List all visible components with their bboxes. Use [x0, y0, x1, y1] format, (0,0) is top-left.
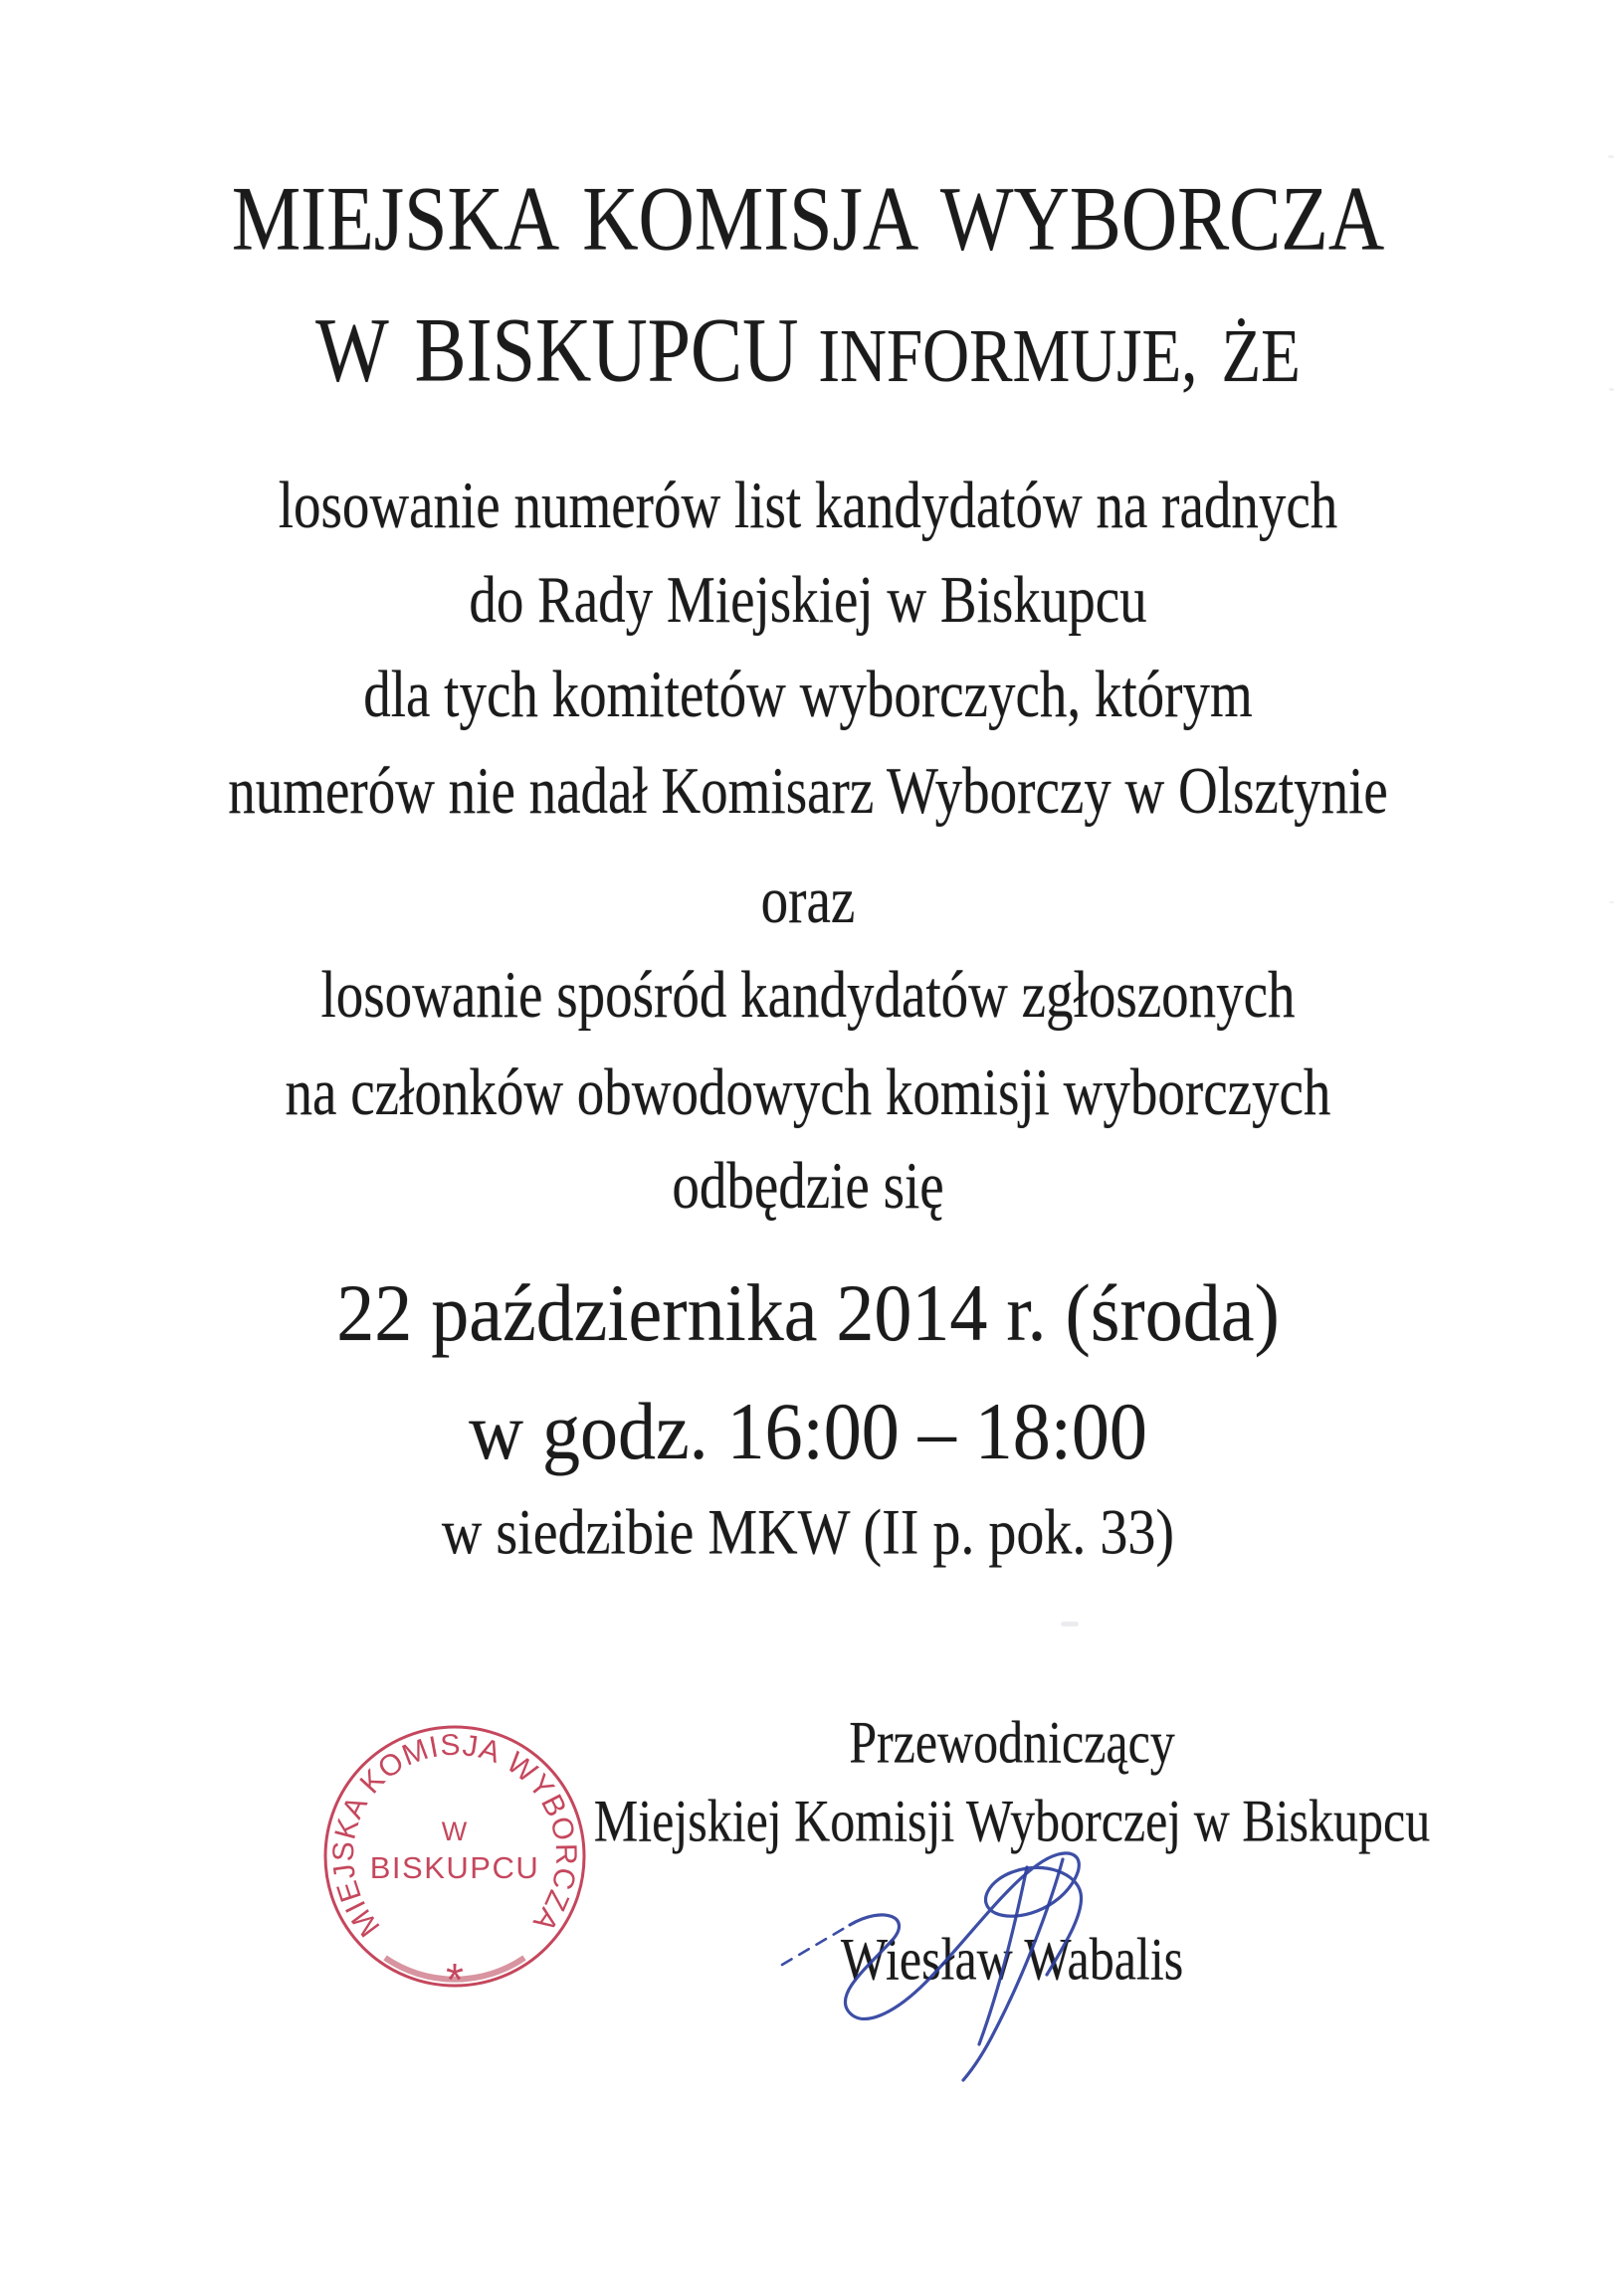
connector-line: [0, 862, 1616, 937]
body-line-2-text: do Rady Miejskiej w Biskupcu: [469, 562, 1147, 637]
signature-name-text: Wiesław Wabalis: [840, 1925, 1184, 1993]
scan-smudge-artifact: [1061, 1622, 1079, 1626]
body-line-2: [0, 562, 1616, 637]
connector-text: oraz: [760, 862, 856, 937]
stamp-bottom-symbol: *: [446, 1954, 464, 1992]
event-date-line: [0, 1267, 1616, 1359]
stamp-center-line2: BISKUPCU: [369, 1850, 540, 1885]
event-place-text: w siedzibie MKW (II p. pok. 33): [441, 1497, 1175, 1569]
body-line-1: [0, 468, 1616, 542]
event-time-text: w godz. 16:00 – 18:00: [469, 1386, 1147, 1477]
body2-line-3: [0, 1148, 1616, 1223]
notice-title-line1: [0, 167, 1616, 270]
signature-leadin-dashes: [782, 1925, 850, 1965]
event-date-text: 22 października 2014 r. (środa): [336, 1267, 1280, 1359]
body2-line-1: [0, 957, 1616, 1032]
handwritten-signature: [766, 1825, 1164, 2094]
signature-descender-1: [963, 1859, 1063, 2080]
scan-edge-speck-1: [1608, 155, 1614, 158]
event-place-line: [0, 1497, 1616, 1569]
notice-title-line2-part2: INFORMUJE, ŻE: [818, 313, 1301, 399]
body-line-3-text: dla tych komitetów wyborczych, którym: [363, 657, 1253, 731]
body2-line-2: [0, 1054, 1616, 1129]
event-time-line: [0, 1386, 1616, 1477]
signature-role1-text: Przewodniczący: [849, 1708, 1175, 1776]
notice-title-line2: [0, 298, 1616, 401]
stamp-center-line1: W: [441, 1817, 469, 1846]
notice-title-line1-text: MIEJSKA KOMISJA WYBORCZA: [231, 167, 1385, 270]
signature-main-flourish: [845, 1853, 1081, 2019]
body2-line-1-text: losowanie spośród kandydatów zgłoszonych: [320, 957, 1296, 1032]
body2-line-3-text: odbędzie się: [672, 1148, 944, 1223]
body2-line-2-text: na członków obwodowych komisji wyborczych: [285, 1054, 1331, 1129]
notice-title-line2-part1: W BISKUPCU: [315, 298, 799, 401]
stamp-ring-text: MIEJSKA KOMISJA WYBORCZA: [326, 1728, 583, 1943]
signature-role2-text: Miejskiej Komisji Wyborczej w Biskupcu: [593, 1787, 1431, 1854]
body-line-4-text: numerów nie nadał Komisarz Wyborczy w Olsztynie: [228, 753, 1388, 828]
body-line-1-text: losowanie numerów list kandydatów na radnych: [278, 468, 1338, 542]
body-line-4: [0, 753, 1616, 828]
signature-role-line1: [408, 1708, 1616, 1776]
body-line-3: [0, 657, 1616, 731]
